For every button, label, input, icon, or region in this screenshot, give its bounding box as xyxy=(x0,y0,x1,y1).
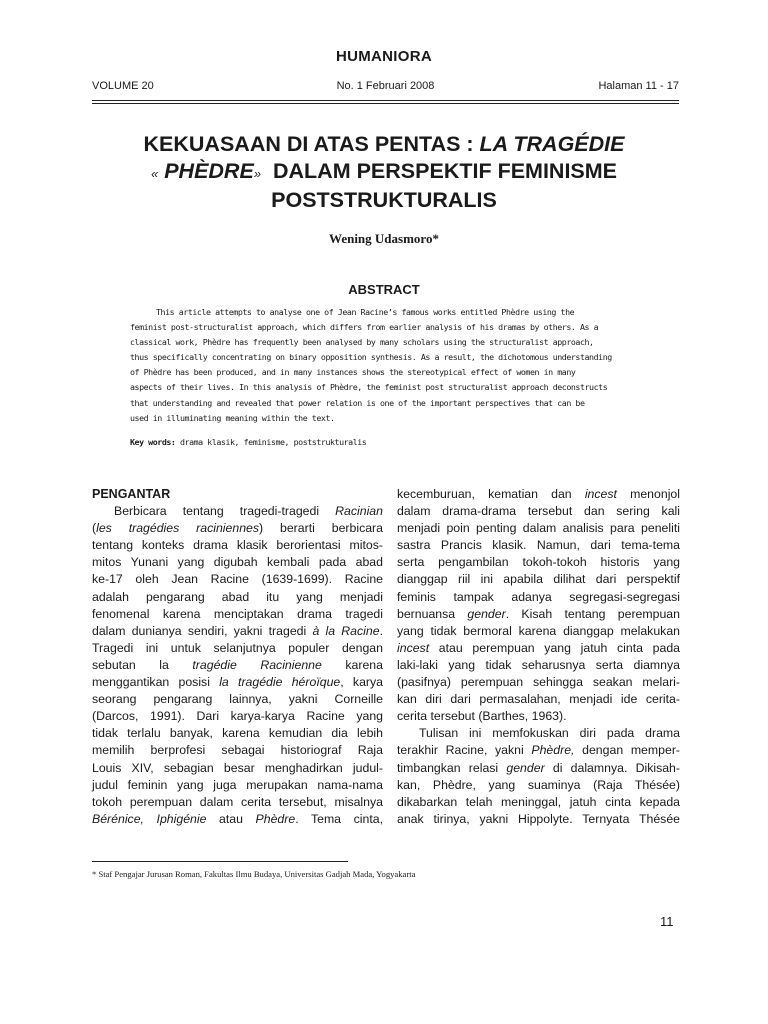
text-line: terakhir Racine, yakni Phèdre, dengan memper- xyxy=(397,743,681,758)
page-range: Halaman 11 - 17 xyxy=(598,80,679,92)
text-line: sebutan la tragédie Racinienne karena xyxy=(92,657,383,672)
text-line: Louis XIV, sebagian besar menghadirkan judul- xyxy=(92,760,383,775)
text-line: Tragedi ini untuk selanjutnya populer dengan xyxy=(92,640,383,655)
text-line: (Darcos, 1991). Dari karya-karya Racine yang xyxy=(92,709,383,724)
text-line: seorang pengarang lainnya, yakni Corneille xyxy=(92,692,383,707)
keywords-label: Key words: xyxy=(130,437,176,447)
text-line: dianggap riil ini apabila dilihat dari perspektif xyxy=(397,572,680,587)
title-line-2: « PHÈDRE» DALAM PERSPEKTIF FEMINISME xyxy=(150,159,618,183)
journal-name: HUMANIORA xyxy=(335,48,433,65)
abstract-line: of Phèdre has been produced, and in many instances shows the stereotypical effect of women in many xyxy=(130,367,576,378)
article-title xyxy=(0,131,768,214)
footnote: * Staf Pengajar Jurusan Roman, Fakultas Ilmu Budaya, Universitas Gadjah Mada, Yogyakarta xyxy=(92,869,416,879)
text-line: yang tidak bermoral karena dianggap melakukan xyxy=(397,623,680,638)
text-line: kecemburuan, kematian dan incest menonjol xyxy=(397,487,680,501)
text-line: tidak terlalu banyak, karena kemudian dia lebih xyxy=(92,726,383,741)
volume-number: VOLUME 20 xyxy=(92,80,154,92)
left-column xyxy=(92,486,383,828)
text-line: kan diri dari permasalahan, menjadi ide cerita- xyxy=(397,692,680,707)
right-column xyxy=(397,486,680,828)
abstract-line: This article attempts to analyse one of Jean Racine’s famous works entitled Phèdre using the xyxy=(156,307,575,317)
section-heading: PENGANTAR xyxy=(92,487,171,501)
title-line-1: KEKUASAAN DI ATAS PENTAS : LA TRAGÉDIE xyxy=(143,132,625,156)
abstract-line: classical work, Phèdre has frequently been analysed by many scholars using the structuralist approach, xyxy=(130,337,594,348)
text-line: laki-laki yang tidak seharusnya serta diamnya xyxy=(397,657,680,672)
issue-info-row xyxy=(92,80,679,94)
text-line: menggantikan posisi la tragédie héroïque, karya xyxy=(92,675,384,690)
text-line: timbangkan relasi gender di dalamnya. Dikisah- xyxy=(397,760,680,775)
issue-number: No. 1 Februari 2008 xyxy=(336,80,435,92)
abstract-heading: ABSTRACT xyxy=(348,282,420,297)
text-line: feminis tampak adanya segregasi-segregasi xyxy=(397,589,680,604)
text-line: (pasifnya) perempuan sehingga seakan melari- xyxy=(397,675,680,690)
text-line: bernuansa gender. Kisah tentang perempuan xyxy=(397,606,680,621)
text-line: adalah pengarang abad itu yang menjadi xyxy=(92,589,383,604)
header-rule-top xyxy=(92,100,679,101)
abstract-line: aspects of their lives. In this analysis of Phèdre, the feminist post structuralist approach deconstructs xyxy=(130,382,608,393)
text-line: tentang konteks drama klasik berorientasi mitos- xyxy=(92,538,383,553)
text-line: cerita tersebut (Barthes, 1963). xyxy=(397,709,567,724)
text-line: anak tirinya, yakni Hippolyte. Ternyata Thésée xyxy=(397,811,680,826)
keywords-text: drama klasik, feminisme, poststrukturalis xyxy=(175,437,367,447)
text-line: memilih berprofesi sebagai historiograf Raja xyxy=(92,743,383,758)
text-line: mitos Yunani yang digubah kembali pada abad xyxy=(92,555,383,570)
text-line: serta pengambilan tokoh-tokoh historis yang xyxy=(397,555,680,570)
title-line-3: POSTSTRUKTURALIS xyxy=(271,188,497,212)
keywords xyxy=(130,437,366,447)
abstract-line: used in illuminating meaning within the text. xyxy=(130,412,335,423)
header-rule-bottom xyxy=(92,103,679,104)
text-line: ke-17 oleh Jean Racine (1639-1699). Racine xyxy=(92,572,383,587)
text-line: incest atau perempuan yang jatuh cinta pada xyxy=(397,640,680,655)
text-line: sastra Prancis klasik. Namun, dari tema-tema xyxy=(397,538,680,553)
author-name: Wening Udasmoro* xyxy=(329,231,439,246)
text-line: judul feminin yang juga merupakan nama-nama xyxy=(92,777,383,792)
page-number: 11 xyxy=(660,914,674,929)
abstract-line: thus specifically concentrating on binary opposition synthesis. As a result, the dichotomous understanding xyxy=(130,352,612,363)
footnote-rule xyxy=(92,861,348,862)
text-line: menjadi poin penting dalam analisis para peneliti xyxy=(397,521,680,536)
abstract-body xyxy=(130,305,642,426)
text-line: kan, Phèdre, yang suaminya (Raja Thésée) xyxy=(397,777,680,792)
text-line: dikabarkan telah meninggal, jatuh cinta kepada xyxy=(397,794,680,809)
text-line: Bérénice, Iphigénie atau Phèdre. Tema cinta, xyxy=(92,811,383,826)
text-line: (les tragédies raciniennes) berarti berbicara xyxy=(92,521,383,536)
text-line: tokoh perempuan dalam cerita tersebut, misalnya xyxy=(92,794,383,809)
text-line: Berbicara tentang tragedi-tragedi Racinian xyxy=(114,504,383,519)
text-line: dalam dunianya sendiri, yakni tragedi à la Racine. xyxy=(92,623,383,638)
abstract-line: that understanding and revealed that power relation is one of the important perspectives that can be xyxy=(130,397,585,408)
text-line: Tulisan ini memfokuskan diri pada drama xyxy=(419,726,680,741)
text-line: dalam drama-drama tersebut dan sering kali xyxy=(397,504,680,519)
text-line: fenomenal karena menciptakan drama tragedi xyxy=(92,606,383,621)
abstract-line: feminist post-structuralist approach, which differs from earlier analysis of his dramas by others. As a xyxy=(130,322,599,333)
